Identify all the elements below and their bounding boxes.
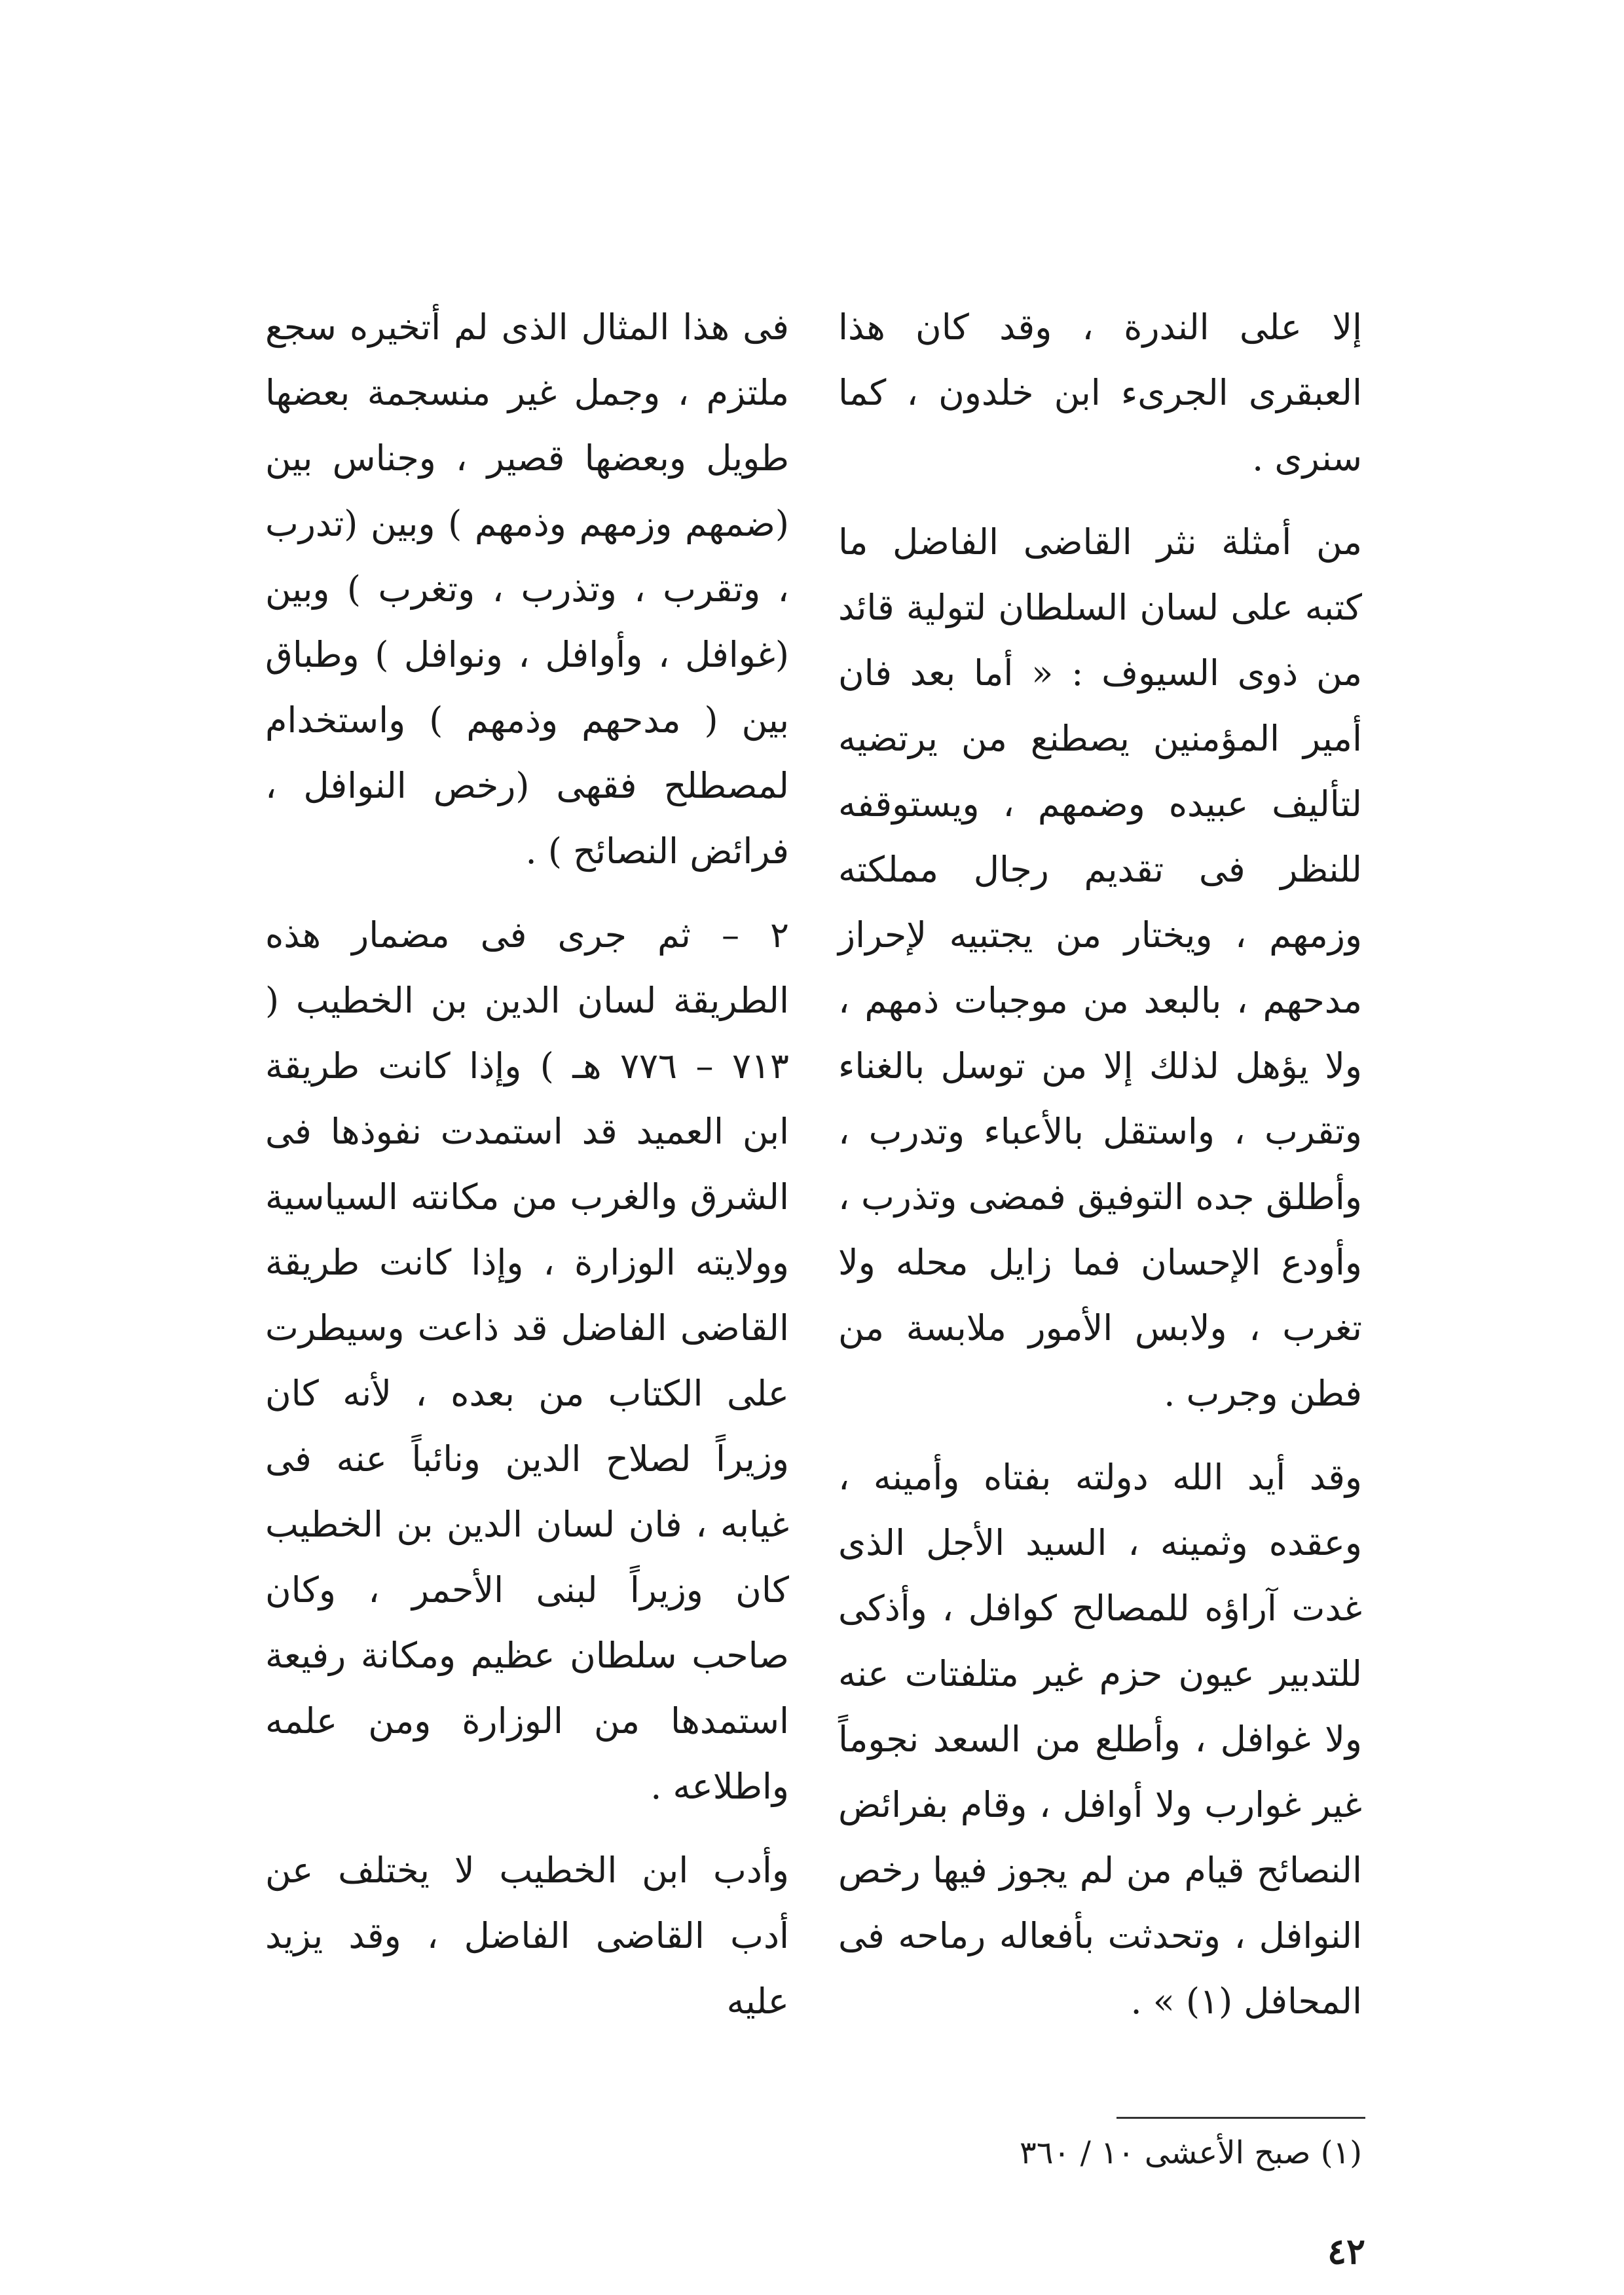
footnote: (١) صبح الأعشى ١٠ / ٣٦٠ <box>1019 2135 1362 2171</box>
page-number: ٤٢ <box>1327 2230 1365 2272</box>
paragraph-qadi-fadil-quote: وقد أيد الله دولته بفتاه وأمينه ، وعقده وثمينه ، السيد الأجل الذى غدت آراؤه للمصالح كوافل ، وأذكى للتدبير عيون حزم غير متلفتات عنه ولا غوافل ، وأطلع من السعد نجوماً غير غوارب ولا أوافل ، وقام بفرائض النصائح قيام من لم يجوز فيها رخص النوافل ، وتحدثت بأفعاله رماحه فى المحافل (١) » . <box>838 1457 1362 2022</box>
paragraph-ibn-khaldun-intro: إلا على الندرة ، وقد كان هذا العبقرى الجرىء ابن خلدون ، كما سنرى . <box>838 307 1362 479</box>
footnote-divider <box>1116 2117 1365 2119</box>
paragraph-ibn-khatib-literature: وأدب ابن الخطيب لا يختلف عن أدب القاضى الفاضل ، وقد يزيد عليه <box>265 1850 789 2022</box>
paragraph-lisan-al-din: ٢ – ثم جرى فى مضمار هذه الطريقة لسان الدين بن الخطيب ( ٧١٣ – ٧٧٦ هـ ) وإذا كانت طريقة ابن العميد قد استمدت نفوذها فى الشرق والغرب من مكانته السياسية وولايته الوزارة ، وإذا كانت طريقة القاضى الفاضل قد ذاعت وسيطرت على الكتاب من بعده ، لأنه كان وزيراً لصلاح الدين ونائباً عنه فى غيابه ، فان لسان الدين بن الخطيب كان وزيراً لبنى الأحمر ، وكان صاحب سلطان عظيم ومكانة رفيعة استمدها من الوزارة ومن علمه واطلاعه . <box>265 914 789 1807</box>
right-text-column <box>838 295 1362 2053</box>
paragraph-qadi-fadil-example: من أمثلة نثر القاضى الفاضل ما كتبه على لسان السلطان لتولية قائد من ذوى السيوف : « أما بعد فان أمير المؤمنين يصطنع من يرتضيه لتأليف عبيده وضمهم ، ويستوقفه للنظر فى تقديم رجال مملكته وزمهم ، ويختار من يجتبيه لإحراز مدحهم ، بالبعد من موجبات ذمهم ، ولا يؤهل لذلك إلا من توسل بالغناء وتقرب ، واستقل بالأعباء وتدرب ، وأطلق جده التوفيق فمضى وتذرب ، وأودع الإحسان فما زايل محله ولا تغرب ، ولابس الأمور ملابسة من فطن وجرب . <box>838 521 1362 1414</box>
paragraph-example-analysis: فى هذا المثال الذى لم أتخيره سجع ملتزم ، وجمل غير منسجمة بعضها طويل وبعضها قصير ، وجناس بين (ضمهم وزمهم وذمهم ) وبين (تدرب ، وتقرب ، وتذرب ، وتغرب ) وبين (غوافل ، وأوافل ، ونوافل ) وطباق بين ( مدحهم وذمهم ) واستخدام لمصطلح فقهى (رخص النوافل ، فرائض النصائح ) . <box>265 307 789 872</box>
left-text-column <box>265 295 789 2053</box>
